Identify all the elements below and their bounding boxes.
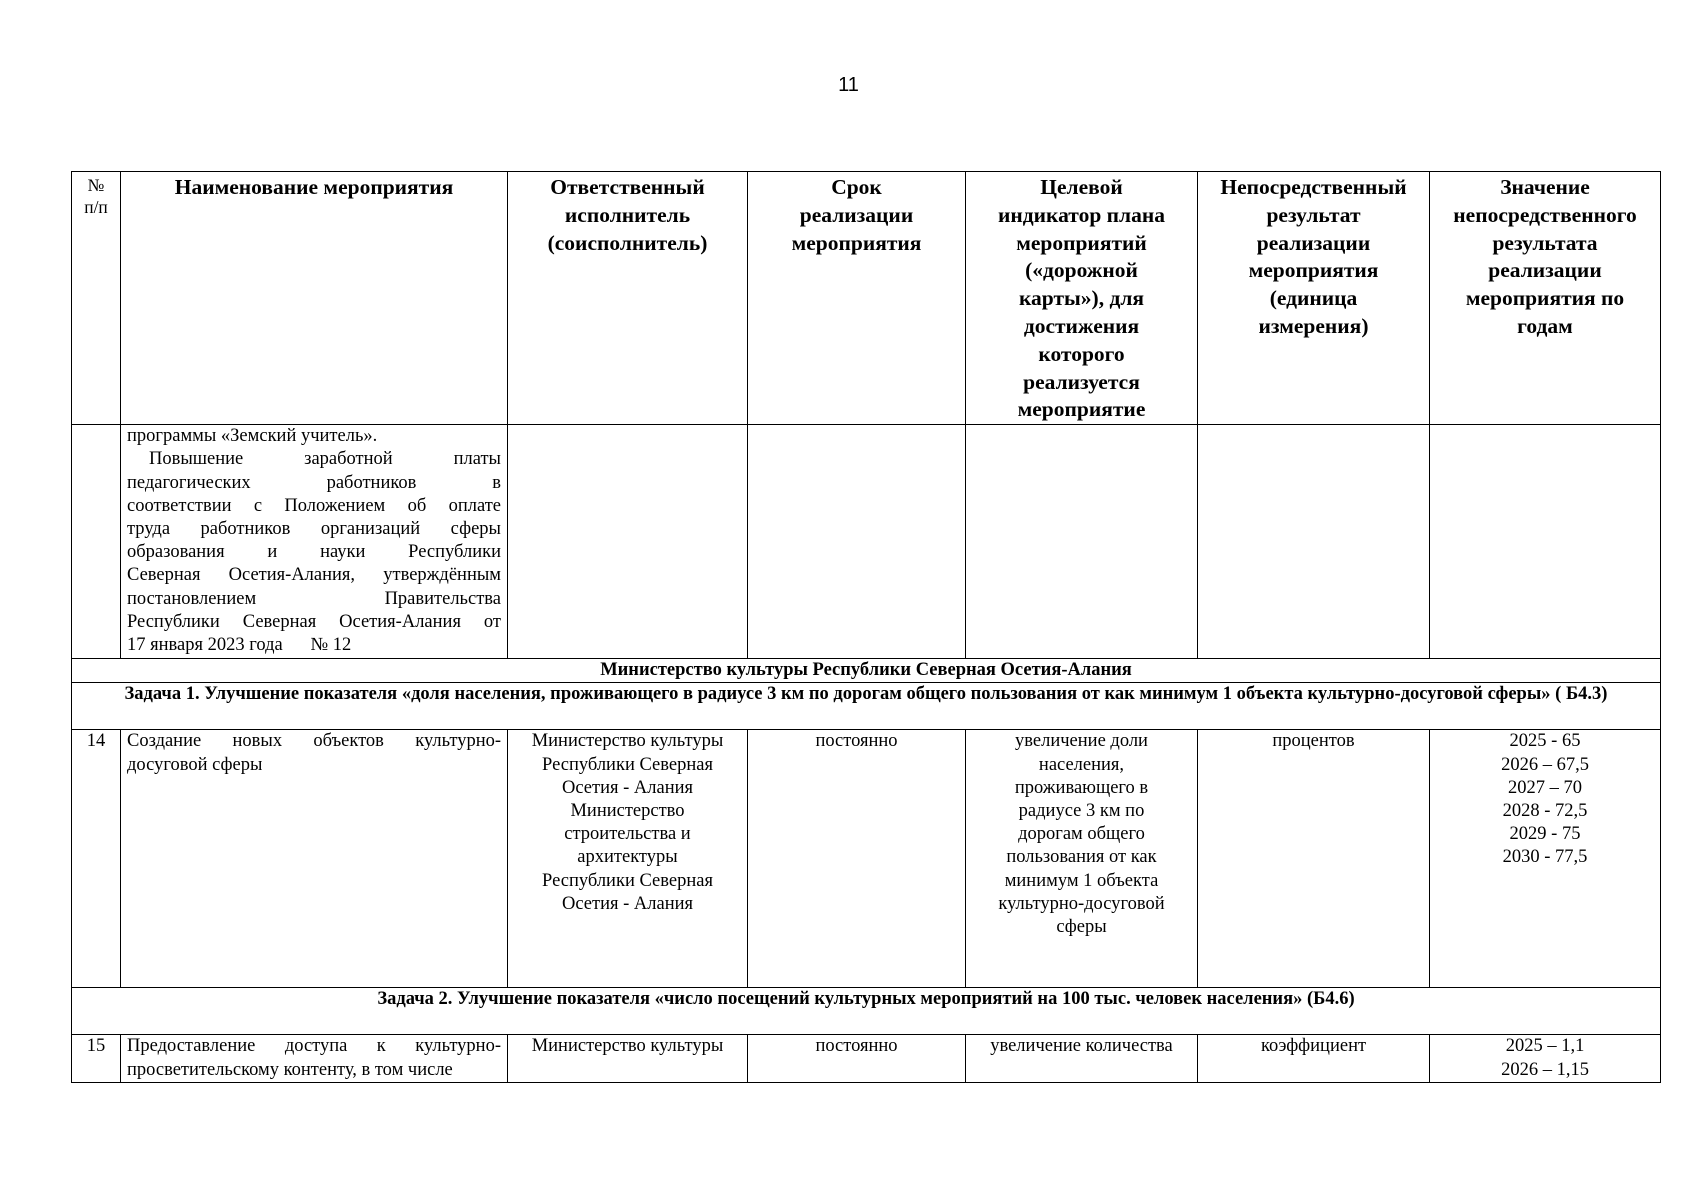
- continuation-value-cell: [1430, 425, 1661, 659]
- header-row: [72, 172, 1661, 425]
- row15-name-line: просветительскому контенту, в том числе: [127, 1059, 453, 1080]
- header-indicator: Целевой индикатор плана мероприятий («дорожной карты»), для достижения которого реализуется мероприятие: [966, 172, 1198, 425]
- row15-values: 2025 – 1,1 2026 – 1,15: [1430, 1035, 1661, 1083]
- continuation-line: Повышение заработной платы: [149, 449, 501, 470]
- continuation-num-cell: [72, 425, 121, 659]
- activities-table: [71, 171, 1661, 1083]
- header-term: Срок реализации мероприятия: [748, 172, 966, 425]
- page-number: 11: [838, 74, 859, 96]
- ministry-header: Министерство культуры Республики Северная Осетия-Алания: [72, 659, 1661, 683]
- header-responsible: Ответственный исполнитель (соисполнитель): [508, 172, 748, 425]
- table-row-15: [72, 1035, 1661, 1083]
- continuation-name-cell: [121, 425, 508, 659]
- row15-result: коэффициент: [1198, 1035, 1430, 1083]
- header-result: Непосредственный результат реализации мероприятия (единица измерения): [1198, 172, 1430, 425]
- row14-result: процентов: [1198, 730, 1430, 988]
- continuation-line: педагогических работников в: [127, 472, 501, 493]
- continuation-line: Северная Осетия-Алания, утверждённым: [127, 565, 501, 586]
- continuation-row: [72, 425, 1661, 659]
- row15-name-line: Предоставление доступа к культурно-: [127, 1036, 501, 1057]
- continuation-term-cell: [748, 425, 966, 659]
- row15-name: [121, 1035, 508, 1083]
- row14-indicator: увеличение доли населения, проживающего в радиусе 3 км по дорогам общего пользования от как минимум 1 объекта культурно-досуговой сферы: [966, 730, 1198, 988]
- row14-values: 2025 - 65 2026 – 67,5 2027 – 70 2028 - 72,5 2029 - 75 2030 - 77,5: [1430, 730, 1661, 988]
- continuation-line: программы «Земский учитель».: [127, 426, 378, 447]
- continuation-line: 17 января 2023 года № 12: [127, 635, 352, 655]
- continuation-line: Республики Северная Осетия-Алания от: [127, 611, 501, 632]
- row14-name-line: досуговой сферы: [127, 754, 263, 775]
- continuation-line: труда работников организаций сферы: [127, 518, 501, 539]
- continuation-indicator-cell: [966, 425, 1198, 659]
- continuation-line: соответствии с Положением об оплате: [127, 495, 501, 516]
- task2-header: Задача 2. Улучшение показателя «число посещений культурных мероприятий на 100 тыс. человек населения» (Б4.6): [72, 988, 1661, 1035]
- row15-indicator: увеличение количества: [966, 1035, 1198, 1083]
- row14-num: 14: [72, 730, 121, 988]
- continuation-line: образования и науки Республики: [127, 542, 501, 563]
- continuation-responsible-cell: [508, 425, 748, 659]
- task1-header: Задача 1. Улучшение показателя «доля населения, проживающего в радиусе 3 км по дорогам общего пользования от как минимум 1 объекта культурно-досуговой сферы» ( Б4.3): [72, 683, 1661, 730]
- row14-responsible: Министерство культуры Республики Северная Осетия - Алания Министерство строительства и архитектуры Республики Северная Осетия - Алания: [508, 730, 748, 988]
- header-num: № п/п: [72, 172, 121, 425]
- row14-term: постоянно: [748, 730, 966, 988]
- task2-header-row: [72, 988, 1661, 1035]
- ministry-header-row: [72, 659, 1661, 683]
- row15-term: постоянно: [748, 1035, 966, 1083]
- table-row-14: [72, 730, 1661, 988]
- header-value: Значение непосредственного результата реализации мероприятия по годам: [1430, 172, 1661, 425]
- row15-num: 15: [72, 1035, 121, 1083]
- row15-responsible: Министерство культуры: [508, 1035, 748, 1083]
- row14-name: [121, 730, 508, 988]
- task1-header-row: [72, 683, 1661, 730]
- continuation-line: постановлением Правительства: [127, 588, 501, 609]
- continuation-result-cell: [1198, 425, 1430, 659]
- header-name: Наименование мероприятия: [121, 172, 508, 425]
- row14-name-line: Создание новых объектов культурно-: [127, 731, 501, 752]
